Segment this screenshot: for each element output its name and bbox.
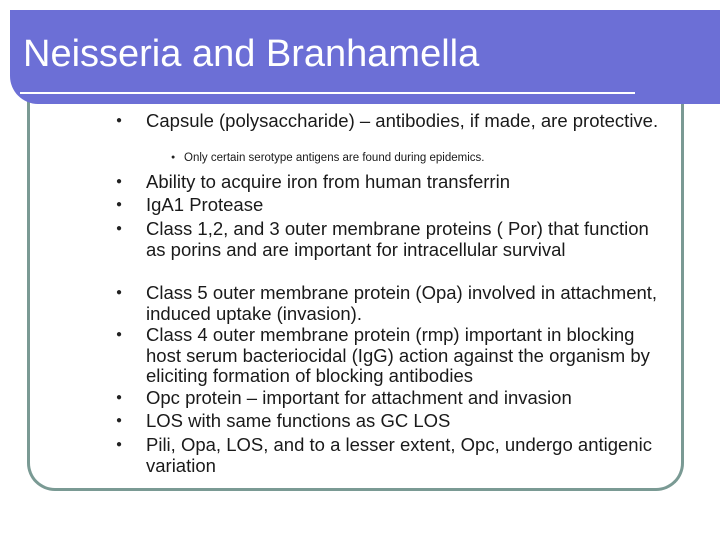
list-item: Opc protein – important for attachment and invasion: [146, 387, 572, 408]
list-item: Class 1,2, and 3 outer membrane proteins ( Por) that function as porins and are important for intracellular survival: [146, 218, 649, 260]
slide-title: Neisseria and Branhamella: [23, 33, 480, 75]
list-item: Pili, Opa, LOS, and to a lesser extent, Opc, undergo antigenic variation: [146, 434, 652, 476]
list-item: Class 4 outer membrane protein (rmp) important in blocking host serum bacteriocidal (IgG) action against the organism by eliciting formation of blocking antibodies: [146, 324, 650, 386]
bullet-icon: ●: [116, 439, 123, 450]
bullet-icon: ●: [116, 223, 123, 234]
bullet-icon: ●: [116, 199, 123, 210]
list-item: Capsule (polysaccharide) – antibodies, if made, are protective.: [146, 110, 659, 131]
list-item: Ability to acquire iron from human transferrin: [146, 171, 510, 192]
list-item: LOS with same functions as GC LOS: [146, 410, 451, 431]
sub-list-item: Only certain serotype antigens are found during epidemics.: [184, 152, 485, 164]
bullet-icon: ●: [116, 415, 123, 426]
bullet-icon: ●: [116, 287, 123, 298]
bullet-icon: ●: [171, 154, 176, 161]
bullet-icon: ●: [116, 176, 123, 187]
bullet-icon: ●: [116, 392, 123, 403]
bullet-icon: ●: [116, 329, 123, 340]
bullet-icon: ●: [116, 115, 123, 126]
list-item: IgA1 Protease: [146, 194, 264, 215]
list-item: Class 5 outer membrane protein (Opa) involved in attachment, induced uptake (invasion).: [146, 282, 658, 324]
